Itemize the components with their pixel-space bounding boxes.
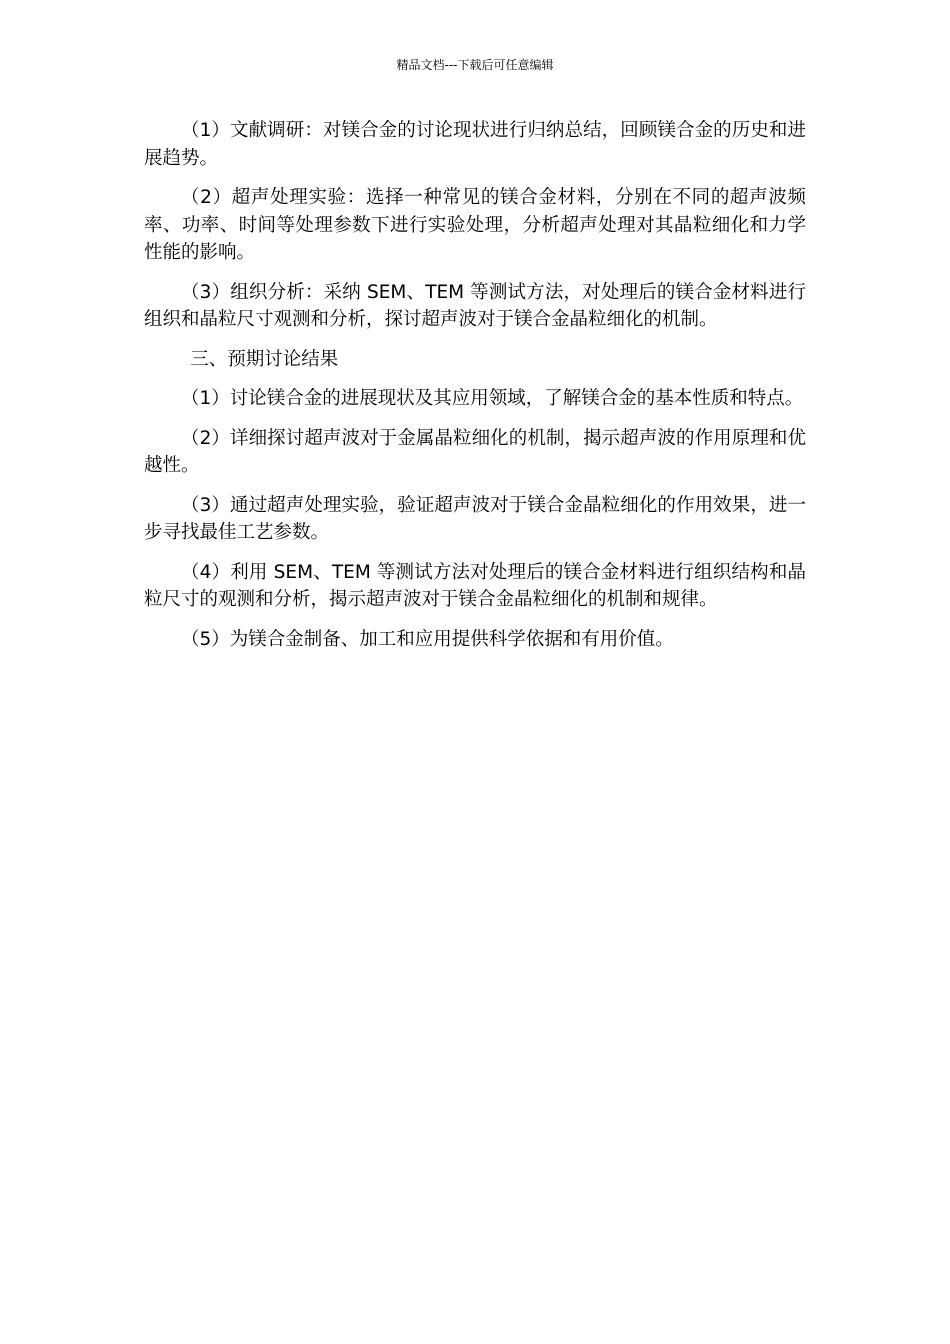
paragraph-ultrasonic-experiment: （2）超声处理实验：选择一种常见的镁合金材料，分别在不同的超声波频率、功率、时间等处理参数下进行实验处理，分析超声处理对其晶粒细化和力学性能的影响。 bbox=[144, 187, 806, 263]
paragraph-result-2: （2）详细探讨超声波对于金属晶粒细化的机制，揭示超声波的作用原理和优越性。 bbox=[144, 427, 806, 476]
page-header: 精品文档---下载后可任意编辑 bbox=[396, 58, 554, 72]
document-body bbox=[144, 117, 806, 665]
paragraph-microstructure-analysis: （3）组织分析：采纳 SEM、TEM 等测试方法，对处理后的镁合金材料进行组织和晶粒尺寸观测和分析，探讨超声波对于镁合金晶粒细化的机制。 bbox=[144, 281, 806, 330]
paragraph-result-5: （5）为镁合金制备、加工和应用提供科学依据和有用价值。 bbox=[181, 628, 674, 650]
section-heading-expected-results: 三、预期讨论结果 bbox=[190, 348, 339, 370]
paragraph-literature-review: （1）文献调研：对镁合金的讨论现状进行归纳总结，回顾镁合金的历史和进展趋势。 bbox=[144, 120, 806, 169]
paragraph-result-4: （4）利用 SEM、TEM 等测试方法对处理后的镁合金材料进行组织结构和晶粒尺寸的观测和分析，揭示超声波对于镁合金晶粒细化的机制和规律。 bbox=[144, 561, 806, 610]
paragraph-result-1: （1）讨论镁合金的进展现状及其应用领域，了解镁合金的基本性质和特点。 bbox=[181, 388, 804, 409]
paragraph-result-3: （3）通过超声处理实验，验证超声波对于镁合金晶粒细化的作用效果，进一步寻找最佳工艺参数。 bbox=[144, 494, 806, 543]
